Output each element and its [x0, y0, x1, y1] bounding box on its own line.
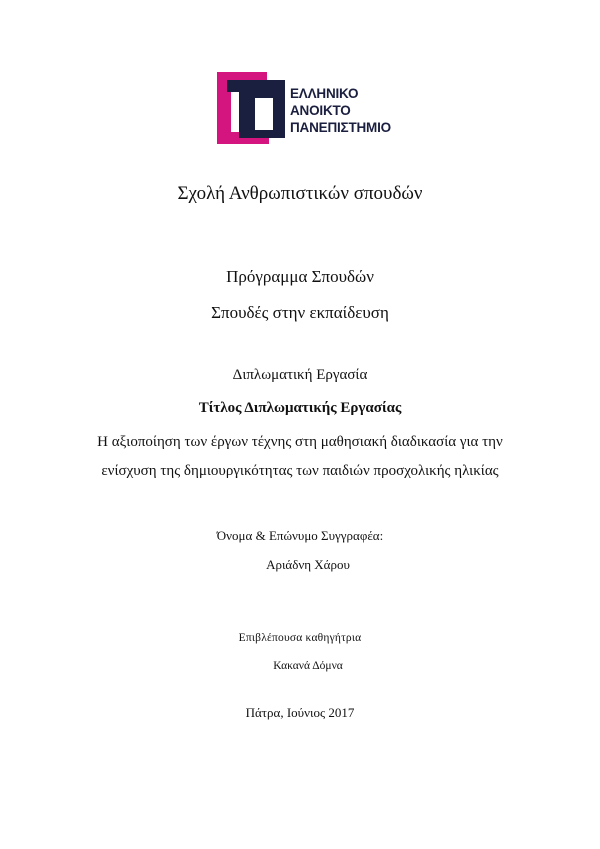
- thesis-title-line-1: Η αξιοποίηση των έργων τέχνης στη μαθησιακή διαδικασία για την: [97, 434, 503, 450]
- thesis-title-line-2: ενίσχυση της δημιουργικότητας των παιδιών προσχολικής ηλικίας: [101, 463, 499, 479]
- supervisor-label: Επιβλέπουσα καθηγήτρια: [238, 632, 362, 644]
- logo-text-line-2: ΑΝΟΙΚΤΟ: [290, 103, 351, 118]
- logo-emblem-icon: [217, 70, 287, 144]
- thesis-title-label: Τίτλος Διπλωματικής Εργασίας: [198, 400, 402, 416]
- program-name: Σπουδές στην εκπαίδευση: [211, 303, 389, 322]
- author-name: Αριάδνη Χάρου: [266, 557, 350, 572]
- university-logo: [217, 70, 407, 144]
- author-label: Όνομα & Επώνυμο Συγγραφέα:: [216, 528, 384, 543]
- logo-text-line-3: ΠΑΝΕΠΙΣΤΗΜΙΟ: [290, 120, 391, 135]
- program-label: Πρόγραμμα Σπουδών: [226, 267, 374, 286]
- thesis-type: Διπλωματική Εργασία: [232, 367, 368, 383]
- school-name: Σχολή Ανθρωπιστικών σπουδών: [177, 183, 423, 204]
- logo-text-line-1: ΕΛΛΗΝΙΚΟ: [290, 86, 359, 101]
- supervisor-name: Κακανά Δόμνα: [273, 660, 343, 672]
- place-date: Πάτρα, Ιούνιος 2017: [245, 705, 355, 720]
